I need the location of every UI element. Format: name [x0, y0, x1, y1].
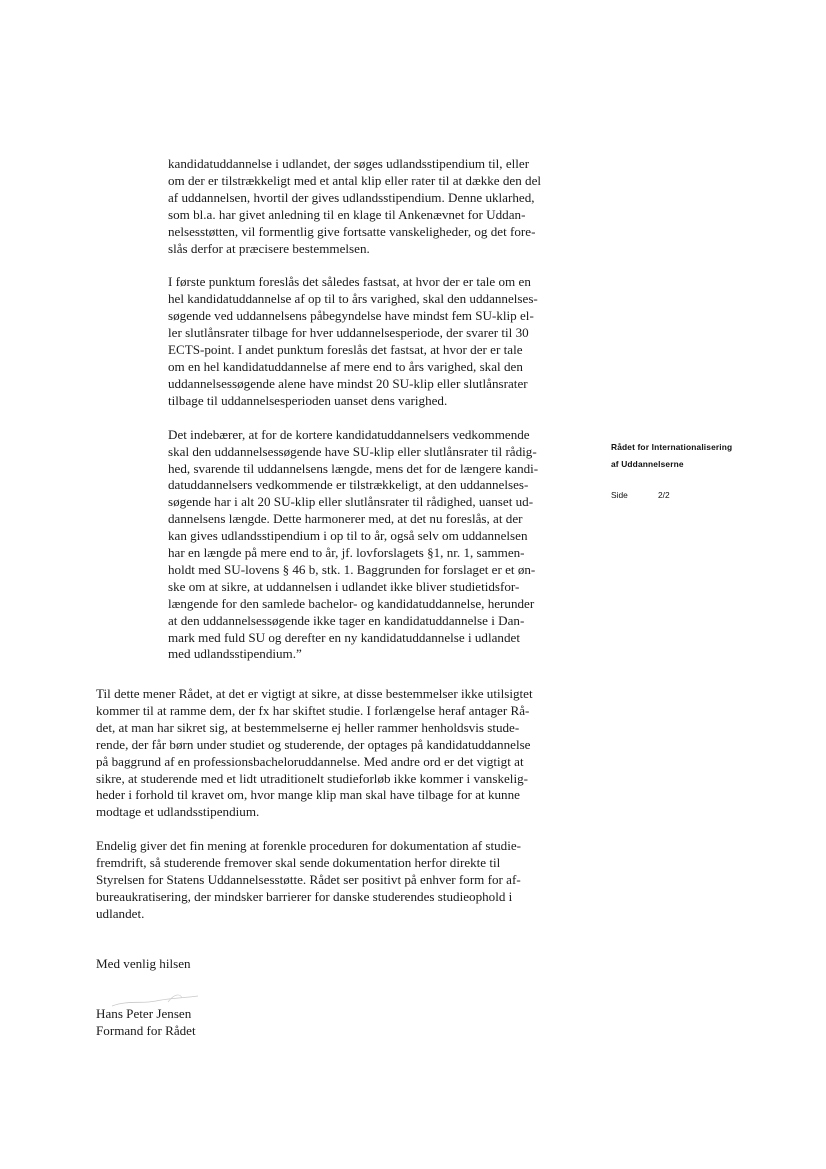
text-line: dannelsens længde. Dette harmonerer med, at det nu foreslås, at der [168, 511, 523, 527]
text-line: det, at man har sikret sig, at bestemmelserne ej heller rammer henholdsvis stude- [96, 719, 520, 735]
text-line: har en længde på mere end to år, jf. lovforslagets §1, nr. 1, sammen- [168, 545, 525, 561]
text-line: skal den uddannelsessøgende have SU-klip eller slutlånsrater til rådig- [168, 443, 537, 459]
text-line: udlandet. [96, 905, 145, 921]
text-line: at den uddannelsessøgende ikke tager en kandidatuddannelse i Dan- [168, 612, 525, 628]
text-line: som bl.a. har givet anledning til en klage til Ankenævnet for Uddan- [168, 206, 526, 222]
body-paragraph [96, 686, 596, 821]
sender-org-line-1: Rådet for Internationalisering [611, 442, 733, 452]
text-line: om der er tilstrækkeligt med et antal klip eller rater til at dække den del [168, 172, 542, 188]
text-line: mark med fuld SU og derefter en ny kandidatuddannelse i udlandet [168, 629, 520, 645]
quote-paragraph [168, 427, 588, 664]
sender-org-line-2: af Uddannelserne [611, 459, 684, 469]
text-line: Endelig giver det fin mening at forenkle proceduren for dokumentation af studie- [96, 838, 522, 854]
text-line: heder i forhold til kravet om, hvor mange klip man skal have tilbage for at kunne [96, 787, 520, 803]
text-line: søgende ved uddannelsens påbegyndelse have mindst fem SU-klip el- [168, 308, 534, 324]
page-number: 2/2 [658, 490, 670, 500]
text-line: nelsesstøtten, vil formentlig give fortsatte vanskeligheder, og det fore- [168, 223, 536, 239]
text-line: bureaukratisering, der mindsker barrierer for danske studerendes studieophold i [96, 888, 513, 904]
signature-block [96, 1006, 196, 1040]
page-label: Side [611, 490, 628, 500]
text-line: kommer til at ramme dem, der fx har skiftet studie. I forlængelse heraf antager Rå- [96, 702, 530, 718]
sender-block [611, 439, 732, 504]
text-line: Det indebærer, at for de kortere kandidatuddannelsers vedkommende [168, 426, 530, 442]
text-line: ler slutlånsrater tilbage for hver uddannelsesperiode, der svarer til 30 [168, 325, 529, 341]
text-line: længende for den samlede bachelor- og kandidatuddannelse, herunder [168, 595, 535, 611]
text-line: holdt med SU-lovens § 46 b, stk. 1. Baggrunden for forslaget er et øn- [168, 561, 536, 577]
body-paragraph [96, 838, 596, 923]
text-line: ECTS-point. I andet punktum foreslås det fastsat, at hvor der er tale [168, 342, 523, 358]
text-line: søgende har i alt 20 SU-klip eller slutlånsrater til rådighed, uanset ud- [168, 494, 534, 510]
text-line: fremdrift, så studerende fremover skal sende dokumentation herfor direkte til [96, 855, 501, 871]
signatory-name: Hans Peter Jensen [96, 1006, 192, 1021]
text-line: om en hel kandidatuddannelse af mere end to års varighed, skal den [168, 358, 523, 374]
text-line: kandidatuddannelse i udlandet, der søges udlandsstipendium til, eller [168, 156, 530, 171]
text-line: kan gives udlandsstipendium i op til to år, også selv om uddannelsen [168, 528, 528, 544]
quote-paragraph [168, 156, 588, 257]
closing-greeting: Med venlig hilsen [96, 956, 191, 971]
text-line: Til dette mener Rådet, at det er vigtigt at sikre, at disse bestemmelser ikke utilsigtet [96, 686, 533, 701]
council-comments [96, 686, 596, 940]
text-line: I første punktum foreslås det således fastsat, at hvor der er tale om en [168, 274, 531, 290]
text-line: datuddannelsers vedkommende er tilstrækkeligt, at den uddannelses- [168, 477, 529, 493]
page-indicator [611, 487, 732, 504]
text-line: med udlandsstipendium.” [168, 646, 302, 662]
text-line: rende, der får børn under studiet og studerende, der optages på kandidatuddannelse [96, 736, 531, 752]
signatory-title: Formand for Rådet [96, 1022, 196, 1038]
text-line: hel kandidatuddannelse af op til to års varighed, skal den uddannelses- [168, 291, 538, 307]
text-line: tilbage til uddannelsesperioden uanset dens varighed. [168, 392, 448, 408]
text-line: hed, svarende til uddannelsens længde, mens det for de længere kandi- [168, 460, 539, 476]
text-line: ske om at sikre, at uddannelsen i udlandet ikke bliver studietidsfor- [168, 578, 520, 594]
quoted-bill-remarks [168, 156, 588, 680]
quote-paragraph [168, 274, 588, 409]
text-line: uddannelsessøgende alene have mindst 20 SU-klip eller slutlånsrater [168, 375, 528, 391]
text-line: Styrelsen for Statens Uddannelsesstøtte. Rådet ser positivt på enhver form for af- [96, 872, 521, 888]
text-line: på baggrund af en professionsbacheloruddannelse. Med andre ord er det vigtigt at [96, 753, 524, 769]
text-line: af uddannelsen, hvortil der gives udlandsstipendium. Denne uklarhed, [168, 189, 535, 205]
text-line: slås derfor at præcisere bestemmelsen. [168, 240, 370, 256]
text-line: sikre, at studerende med et lidt utraditionelt studieforløb ikke kommer i vanskelig- [96, 770, 528, 786]
text-line: modtage et udlandsstipendium. [96, 804, 260, 820]
